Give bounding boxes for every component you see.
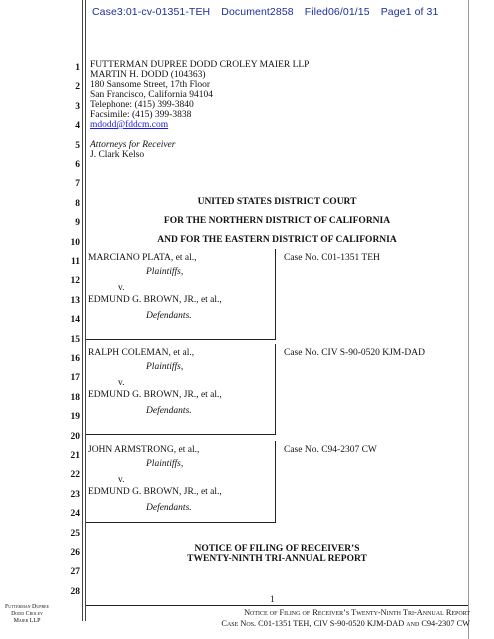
line-number: 25 xyxy=(70,528,80,539)
line-number: 26 xyxy=(70,548,80,558)
line-number: 23 xyxy=(70,489,80,500)
left-margin-rule-inner xyxy=(85,0,86,621)
email-link[interactable]: mdodd@fddcm.com xyxy=(90,120,169,130)
line-number: 7 xyxy=(75,179,80,190)
footer-firm-line2: Dodd Croley xyxy=(11,611,43,617)
line-number: 14 xyxy=(70,315,80,326)
left-margin-rule xyxy=(82,0,83,621)
case-number: Case No. C01-1351 TEH xyxy=(284,253,380,263)
right-margin-rule xyxy=(468,0,469,639)
line-number: 24 xyxy=(70,509,80,520)
page-number: 1 xyxy=(270,595,275,605)
line-number: 21 xyxy=(70,451,80,461)
footer-firm-line1: Futterman Dupree xyxy=(4,604,50,610)
line-number: 18 xyxy=(70,392,80,403)
line-number: 2 xyxy=(75,82,80,93)
defendant-name: EDMUND G. BROWN, JR., et al., xyxy=(88,487,222,497)
line-number: 12 xyxy=(70,276,80,287)
case-number: Case No. C94-2307 CW xyxy=(284,445,377,455)
line-number: 15 xyxy=(70,334,80,345)
notice-title-line2: TWENTY-NINTH TRI-ANNUAL REPORT xyxy=(187,554,367,564)
line-number: 4 xyxy=(75,121,80,132)
line-number: 16 xyxy=(70,354,80,364)
caption-divider xyxy=(275,344,276,435)
caption-divider xyxy=(275,441,276,523)
line-number: 10 xyxy=(70,237,80,248)
client-name: J. Clark Kelso xyxy=(90,150,145,160)
filing-stamp xyxy=(92,6,446,18)
defendant-name: EDMUND G. BROWN, JR., et al., xyxy=(88,390,222,400)
line-number: 13 xyxy=(70,295,80,306)
caption-rule xyxy=(86,339,276,340)
footer-document-title: Notice of Filing of Receiver’s Twenty-Ninth Tri-Annual Report xyxy=(244,608,470,617)
line-number: 6 xyxy=(75,160,80,170)
footer-firm-line3: Maier LLP xyxy=(13,618,41,624)
defendants-label: Defendants. xyxy=(146,311,192,321)
street-address: 180 Sansome Street, 17th Floor xyxy=(90,80,211,90)
court-district-north: FOR THE NORTHERN DISTRICT OF CALIFORNIA xyxy=(163,216,391,226)
line-number: 20 xyxy=(70,431,80,442)
defendants-label: Defendants. xyxy=(146,406,192,416)
versus-label: v. xyxy=(118,378,125,388)
line-number: 5 xyxy=(75,140,80,151)
attorney-role: Attorneys for Receiver xyxy=(90,140,176,150)
line-number: 22 xyxy=(70,470,80,481)
line-number: 1 xyxy=(75,63,80,73)
page-count-stamp: Page1 of 31 xyxy=(380,6,439,18)
line-number: 17 xyxy=(70,373,80,384)
plaintiff-name: MARCIANO PLATA, et al., xyxy=(88,253,197,263)
defendants-label: Defendants. xyxy=(146,503,192,513)
versus-label: v. xyxy=(118,475,125,485)
line-number: 9 xyxy=(75,218,80,229)
court-name: UNITED STATES DISTRICT COURT xyxy=(197,197,357,207)
city-address: San Francisco, California 94104 xyxy=(90,90,213,100)
attorney-name: MARTIN H. DODD (104363) xyxy=(90,70,206,80)
firm-name: FUTTERMAN DUPREE DODD CROLEY MAIER LLP xyxy=(90,60,310,70)
footer-case-numbers: Case Nos. C01-1351 TEH, CIV S-90-0520 KJM-DAD and C94-2307 CW xyxy=(221,619,470,628)
line-number: 8 xyxy=(75,198,80,209)
plaintiff-name: JOHN ARMSTRONG, et al., xyxy=(88,445,200,455)
footer-rule xyxy=(86,605,468,606)
caption-divider xyxy=(275,249,276,340)
line-number: 27 xyxy=(70,567,80,578)
plaintiffs-label: Plaintiffs, xyxy=(146,362,184,372)
line-number: 28 xyxy=(70,586,80,597)
footer-firm-name xyxy=(0,604,54,625)
notice-title-line1: NOTICE OF FILING OF RECEIVER’S xyxy=(194,544,360,554)
caption-rule xyxy=(86,434,276,435)
plaintiff-name: RALPH COLEMAN, et al., xyxy=(88,348,195,358)
plaintiffs-label: Plaintiffs, xyxy=(146,459,184,469)
case-number: Case No. CIV S-90-0520 KJM-DAD xyxy=(284,348,426,358)
line-number: 11 xyxy=(71,257,80,267)
filed-date-stamp: Filed06/01/15 xyxy=(304,6,370,18)
court-district-east: AND FOR THE EASTERN DISTRICT OF CALIFORNIA xyxy=(157,235,397,245)
case-number-stamp: Case3:01-cv-01351-TEH xyxy=(92,6,211,18)
caption-rule xyxy=(86,522,276,523)
telephone: Telephone: (415) 399-3840 xyxy=(90,100,194,110)
line-number: 3 xyxy=(75,101,80,112)
facsimile: Facsimile: (415) 399-3838 xyxy=(90,110,192,120)
document-number-stamp: Document2858 xyxy=(221,6,294,18)
versus-label: v. xyxy=(118,283,125,293)
plaintiffs-label: Plaintiffs, xyxy=(146,267,184,277)
line-number: 19 xyxy=(70,412,80,423)
defendant-name: EDMUND G. BROWN, JR., et al., xyxy=(88,295,222,305)
